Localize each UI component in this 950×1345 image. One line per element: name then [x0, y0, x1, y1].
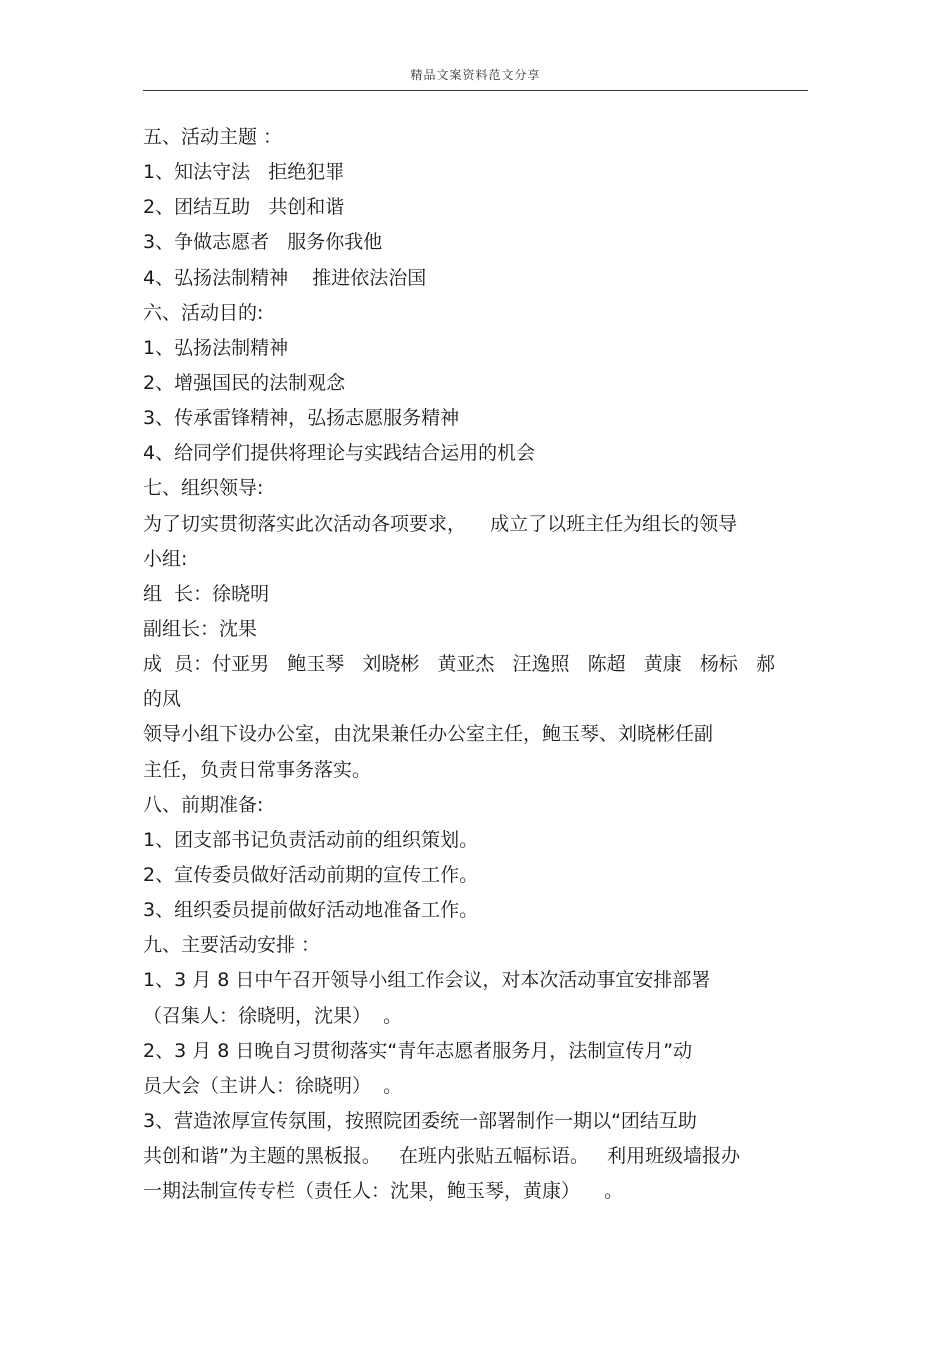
list-item: 2、3 月 8 日晚自习贯彻落实“青年志愿者服务月，法制宣传月”动 [143, 1039, 693, 1062]
paragraph-line: 小组: [143, 547, 188, 570]
leader-line: 组 长：徐晓明 [143, 582, 270, 605]
document-body [143, 120, 808, 1209]
section-heading-purpose: 六、活动目的: [143, 301, 264, 324]
list-item: 3、争做志愿者 服务你我他 [143, 231, 383, 254]
list-item: 2、宣传委员做好活动前期的宣传工作。 [143, 863, 479, 886]
paragraph-line: 主任，负责日常事务落实。 [143, 758, 372, 781]
paragraph-line: 为了切实贯彻落实此次活动各项要求， 成立了以班主任为组长的领导 [143, 512, 738, 535]
list-item: 1、弘扬法制精神 [143, 336, 289, 359]
deputy-leader-line: 副组长：沈果 [143, 617, 258, 640]
members-line: 成 员：付亚男 鲍玉琴 刘晓彬 黄亚杰 汪逸照 陈超 黄康 杨标 郝 [143, 653, 776, 676]
page-header: 精品文案资料范文分享 [410, 68, 541, 82]
paragraph-line: 领导小组下设办公室，由沈果兼任办公室主任，鲍玉琴、刘晓彬任副 [143, 723, 714, 746]
section-heading-preparation: 八、前期准备: [143, 793, 264, 816]
members-line: 的凤 [143, 688, 182, 711]
list-item: 2、团结互助 共创和谐 [143, 196, 345, 219]
list-item: 1、知法守法 拒绝犯罪 [143, 161, 345, 184]
header-divider [143, 90, 808, 91]
list-item: （召集人：徐晓明，沈果） 。 [143, 1004, 403, 1027]
list-item: 4、给同学们提供将理论与实践结合运用的机会 [143, 442, 536, 465]
list-item: 2、增强国民的法制观念 [143, 371, 346, 394]
section-heading-theme: 五、活动主题 ： [143, 126, 283, 148]
list-item: 3、营造浓厚宣传氛围，按照院团委统一部署制作一期以“团结互助 [143, 1109, 697, 1132]
list-item: 3、组织委员提前做好活动地准备工作。 [143, 899, 479, 922]
list-item: 一期法制宣传专栏（责任人：沈果，鲍玉琴，黄康） 。 [143, 1180, 624, 1203]
section-heading-schedule: 九、主要活动安排 ： [143, 934, 321, 957]
list-item: 员大会（主讲人：徐晓明） 。 [143, 1074, 403, 1097]
list-item: 4、弘扬法制精神 推进依法治国 [143, 266, 427, 289]
list-item: 3、传承雷锋精神，弘扬志愿服务精神 [143, 407, 460, 430]
list-item: 共创和谐”为主题的黑板报。 在班内张贴五幅标语。 利用班级墙报办 [143, 1145, 741, 1168]
list-item: 1、团支部书记负责活动前的组织策划。 [143, 828, 479, 851]
list-item: 1、3 月 8 日中午召开领导小组工作会议，对本次活动事宜安排部署 [143, 969, 711, 992]
section-heading-leadership: 七、组织领导: [143, 477, 264, 500]
